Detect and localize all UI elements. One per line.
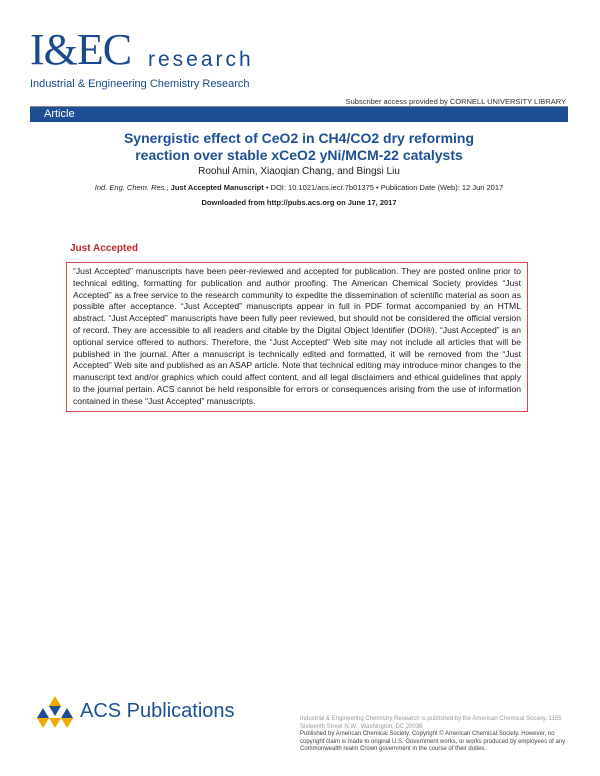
article-title: [30, 130, 568, 164]
acs-logo-icon: [35, 694, 75, 730]
journal-logo: [30, 25, 254, 90]
article-authors: Roohul Amin, Xiaoqian Chang, and Bingsi Liu: [198, 166, 400, 177]
footer-copyright-note: Published by American Chemical Society. Copyright © American Chemical Society. However, no copyright claim is made to original U.S. Government works, or works produced by employees of any Commonwealth realm Crown government in the course of their duties.: [300, 731, 566, 753]
download-note: Downloaded from http://pubs.acs.org on June 17, 2017: [201, 198, 397, 207]
journal-logo-main: I&EC: [30, 25, 132, 74]
article-title-line-1: Synergistic effect of CeO2 in CH4/CO2 dry reforming: [123, 130, 475, 146]
footer-copyright: [300, 716, 570, 754]
journal-logo-subtitle: Industrial & Engineering Chemistry Research: [30, 78, 250, 90]
article-type-bar: Article: [30, 107, 568, 122]
citation-journal: Ind. Eng. Chem. Res.: [94, 183, 167, 192]
citation-details: • DOI: 10.1021/acs.iecr.7b01375 • Publication Date (Web): 12 Jun 2017: [263, 183, 504, 192]
just-accepted-heading: Just Accepted: [70, 243, 138, 254]
footer-publisher-address: Industrial & Engineering Chemistry Research is published by the American Chemical Society. 1155 Sixteenth Street N.W., Washington, DC 20036: [300, 716, 562, 730]
just-accepted-notice: [66, 262, 528, 412]
citation-line: Ind. Eng. Chem. Res., Just Accepted Manuscript • DOI: 10.1021/acs.iecr.7b01375 • Publication Date (Web): 12 Jun 2017: [94, 183, 504, 192]
citation-status: Just Accepted Manuscript: [170, 183, 264, 192]
just-accepted-body: “Just Accepted” manuscripts have been peer-reviewed and accepted for publication. They are posted online prior to technical editing, formatting for publication and author proofing. The American Chemical Society provides “Just Accepted” as a free service to the research community to expedite the dissemination of scientific material as soon as possible after acceptance. “Just Accepted” manuscripts appear in full in PDF format accompanied by an HTML abstract. “Just Accepted” manuscripts have been fully peer reviewed, but should not be considered the official version of record. They are accessible to all readers and citable by the Digital Object Identifier (DOI®). “Just Accepted” is an optional service offered to authors. Therefore, the “Just Accepted” Web site may not include all articles that will be published in the journal. After a manuscript is technically edited and formatted, it will be removed from the “Just Accepted” Web site and published as an ASAP article. Note that technical editing may introduce minor changes to the manuscript text and/or graphics which could affect content, and all legal disclaimers and ethical guidelines that apply to the journal pertain. ACS cannot be held responsible for errors or consequences arising from the use of information contained in these “Just Accepted” manuscripts.: [73, 266, 521, 406]
journal-logo-research: research: [148, 48, 254, 71]
publisher-name: ACS Publications: [80, 700, 235, 722]
subscriber-access-note: Subscriber access provided by CORNELL UNIVERSITY LIBRARY: [345, 97, 566, 106]
article-title-line-2: reaction over stable xCeO2 yNi/MCM-22 catalysts: [135, 147, 463, 163]
